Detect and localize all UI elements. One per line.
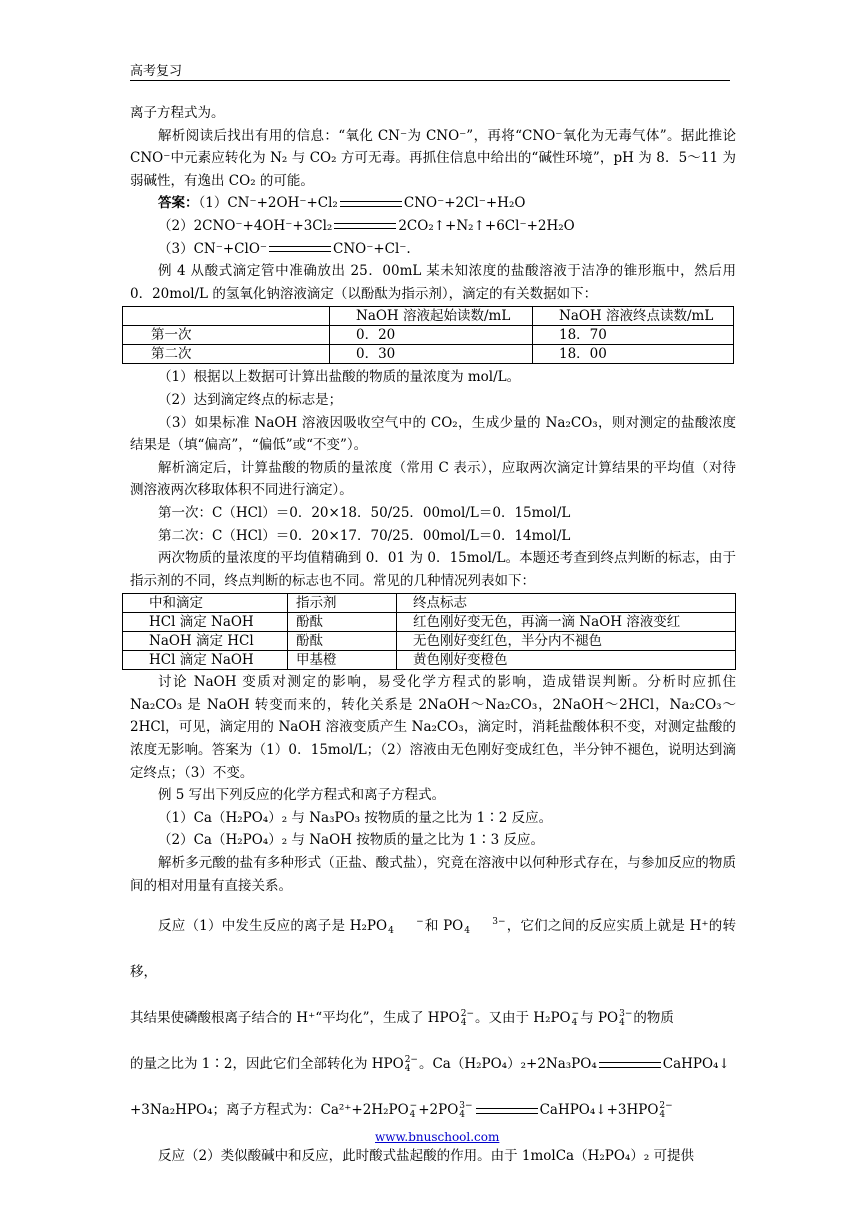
- table-row: [123, 632, 736, 651]
- table-cell: 18．70: [533, 326, 734, 345]
- subscript: 4: [460, 1017, 467, 1028]
- text-run: CaHPO₄↓: [662, 1056, 730, 1073]
- solution-3: 第二次：C（HCl）＝0．20×17．70/25．00mol/L＝0．14mol/L: [158, 527, 571, 544]
- table-cell: 0．20: [330, 326, 533, 345]
- table-cell: 酚酞: [288, 632, 397, 651]
- solution-2: 第一次：C（HCl）＝0．20×18．50/25．00mol/L＝0．15mol/L: [158, 504, 571, 521]
- table-cell: 红色刚好变无色，再滴一滴 NaOH 溶液变红: [397, 613, 736, 632]
- page-header: [130, 56, 730, 81]
- table-header-cell: NaOH 溶液起始读数/mL: [330, 307, 533, 326]
- subscript: 4: [464, 925, 470, 936]
- table-row: [123, 345, 734, 364]
- ion-charge: [410, 1102, 418, 1120]
- header-title: 高考复习: [130, 64, 183, 79]
- table-header-cell: [123, 307, 330, 326]
- ion-charge: [405, 1056, 418, 1074]
- text-run: +3Na₂HPO₄；离子方程式为：Ca²⁺+2H₂PO: [130, 1102, 409, 1119]
- question-1: （1）根据以上数据可计算出盐酸的物质的量浓度为 mol/L。: [158, 369, 521, 386]
- table-cell: 0．30: [330, 345, 533, 364]
- question-3: （3）如果标准 NaOH 溶液因吸收空气中的 CO₂，生成少量的 Na₂CO₃，则对测定的盐酸浓度结果是（填“偏高”，“偏低”或“不变”）。: [130, 414, 736, 454]
- table-cell: HCl 滴定 NaOH: [123, 613, 288, 632]
- analysis-paragraph: 解析阅读后找出有用的信息：“氧化 CN⁻为 CNO⁻”，再将“CNO⁻氧化为无毒气体”。据此推论 CNO⁻中元素应转化为 N₂ 与 CO₂ 方可无毒。再抓住信息中给出的“碱性环境”，pH 为 8．5～11 为弱碱性，有逸出 CO₂ 的可能。: [130, 127, 736, 189]
- example-5-item-1: （1）Ca（H₂PO₄）₂ 与 Na₃PO₃ 按物质的量之比为 1∶2 反应。: [158, 809, 553, 826]
- eq-right: 2CO₂↑+N₂↑+6Cl⁻+2H₂O: [398, 217, 575, 234]
- example-5-item-2: （2）Ca（H₂PO₄）₂ 与 NaOH 按物质的量之比为 1∶3 反应。: [158, 832, 544, 849]
- eq-right: CNO⁻+Cl⁻.: [333, 240, 411, 257]
- answer-2: [130, 215, 736, 238]
- table-header-row: [123, 594, 736, 613]
- eq-left: （1）CN⁻+2OH⁻+Cl₂: [198, 195, 338, 212]
- superscript: −: [571, 1008, 580, 1019]
- eq-right: CNO⁻+2Cl⁻+H₂O: [403, 195, 526, 212]
- superscript: 3−: [459, 1100, 473, 1111]
- ion-charge: [659, 1102, 672, 1120]
- example-5: 例 5 写出下列反应的化学方程式和离子方程式。: [158, 787, 446, 804]
- question-2: （2）达到滴定终点的标志是；: [158, 391, 343, 408]
- text-run: 其结果使磷酸根离子结合的 H⁺“平均化”，生成了 HPO: [130, 1010, 460, 1027]
- discussion-paragraph: 讨论 NaOH 变质对测定的影响，易受化学方程式的影响，造成错误判断。分析时应抓住 Na₂CO₃ 是 NaOH 转变而来的，转化关系是 2NaOH～Na₂CO₃，2NaOH～2HCl，Na₂CO₃～2HCl，可见，滴定用的 NaOH 溶液变质产生 Na₂CO₃，滴定时，消耗盐酸体积不变，对测定盐酸的浓度无影响。答案为（1）0．15mol/L；（2）溶液由无色刚好变成红色，半分钟不褪色，说明达到滴定终点；（3）不变。: [130, 674, 736, 781]
- equals-sign: [269, 246, 331, 252]
- text-run: 。Ca（H₂PO₄）₂+2Na₃PO₄: [418, 1056, 597, 1073]
- superscript: 2−: [404, 1054, 418, 1065]
- equals-sign: [334, 223, 396, 229]
- subscript: 4: [659, 1109, 666, 1120]
- table-cell: 第二次: [123, 345, 330, 364]
- table-header-cell: 终点标志: [397, 594, 736, 613]
- superscript: −: [409, 1100, 418, 1111]
- answer-label: 答案：: [158, 195, 199, 212]
- superscript: 2−: [659, 1100, 673, 1111]
- text-run: 与 PO: [580, 1010, 619, 1027]
- table-cell: NaOH 滴定 HCl: [123, 632, 288, 651]
- text-run: ，它们之间的反应实质上就是 H⁺的转移，: [130, 918, 736, 981]
- superscript: 3−: [492, 916, 506, 927]
- table-header-cell: NaOH 溶液终点读数/mL: [533, 307, 734, 326]
- subscript: 4: [619, 1017, 625, 1028]
- reaction-2-line-1: 反应（2）类似酸碱中和反应，此时酸式盐起酸的作用。由于 1molCa（H₂PO₄）₂ 可提供: [158, 1148, 695, 1165]
- solution-1: 解析滴定后，计算盐酸的物质的量浓度（常用 C 表示），应取两次滴定计算结果的平均值（对待测溶液两次移取体积不同进行滴定）。: [130, 459, 736, 499]
- ion-charge: [461, 1010, 474, 1028]
- ion-charge: [388, 918, 424, 936]
- eq-left: （2）2CNO⁻+4OH⁻+3Cl₂: [158, 217, 333, 234]
- text-run: +2PO: [418, 1102, 459, 1119]
- reaction-1-line-3: [130, 1041, 736, 1087]
- table-cell: HCl 滴定 NaOH: [123, 651, 288, 670]
- ion-charge: [459, 1102, 472, 1120]
- answer-1: [130, 192, 736, 215]
- text-run: CaHPO₄↓+3HPO: [539, 1102, 659, 1119]
- table-row: [123, 651, 736, 670]
- subscript: 4: [571, 1017, 578, 1028]
- table-header-cell: 中和滴定: [123, 594, 288, 613]
- reaction-1-line-2: [130, 995, 736, 1041]
- text-run: 。又由于 H₂PO: [475, 1010, 571, 1027]
- ion-charge: [619, 1010, 632, 1028]
- table-cell: 酚酞: [288, 613, 397, 632]
- text-run: 和 PO: [424, 918, 464, 935]
- answer-3: [130, 238, 736, 261]
- table-cell: 甲基橙: [288, 651, 397, 670]
- text-run: 的量之比为 1∶2，因此它们全部转化为 HPO: [130, 1056, 404, 1073]
- equals-sign: [599, 1062, 661, 1068]
- subscript: 4: [404, 1063, 411, 1074]
- equals-sign: [340, 201, 402, 207]
- table-header-row: [123, 307, 734, 326]
- table-header-cell: 指示剂: [288, 594, 397, 613]
- equals-sign: [476, 1108, 538, 1114]
- document-body: [130, 102, 736, 1179]
- subscript: 4: [459, 1109, 466, 1120]
- text-line: 离子方程式为。: [130, 105, 225, 121]
- reaction-1-line-1: [130, 903, 736, 995]
- titration-data-table: [122, 306, 734, 364]
- table-cell: 18．00: [533, 345, 734, 364]
- table-cell: 无色刚好变红色，半分内不褪色: [397, 632, 736, 651]
- ion-charge: [572, 1010, 580, 1028]
- subscript: 4: [409, 1109, 416, 1120]
- table-row: [123, 326, 734, 345]
- ion-charge: [464, 918, 505, 936]
- superscript: 3−: [619, 1008, 633, 1019]
- eq-left: （3）CN⁻+ClO⁻: [158, 240, 268, 257]
- subscript: 4: [388, 925, 394, 936]
- example-5-analysis: 解析多元酸的盐有多种形式（正盐、酸式盐），究竟在溶液中以何种形式存在，与参加反应的物质间的相对用量有直接关系。: [130, 855, 736, 894]
- table-row: [123, 613, 736, 632]
- text-run: 反应（1）中发生反应的离子是 H₂PO: [158, 918, 388, 935]
- superscript: −: [416, 916, 424, 927]
- solution-4: 两次物质的量浓度的平均值精确到 0．01 为 0．15mol/L。本题还考查到终点判断的标志，由于指示剂的不同，终点判断的标志也不同。常见的几种情况列表如下：: [130, 550, 736, 589]
- example-4: 例 4 从酸式滴定管中准确放出 25．00mL 某未知浓度的盐酸溶液于洁净的锥形瓶中，然后用 0．20mol/L 的氢氧化钠溶液滴定（以酚酞为指示剂），滴定的有关数据如下：: [130, 263, 736, 302]
- table-cell: 第一次: [123, 326, 330, 345]
- reaction-1-line-4: [130, 1087, 736, 1133]
- superscript: 2−: [460, 1008, 474, 1019]
- text-run: 的物质: [633, 1010, 674, 1027]
- footer-link[interactable]: www.bnuschool.com: [375, 1130, 500, 1144]
- table-cell: 黄色刚好变橙色: [397, 651, 736, 670]
- indicator-table: [122, 593, 736, 670]
